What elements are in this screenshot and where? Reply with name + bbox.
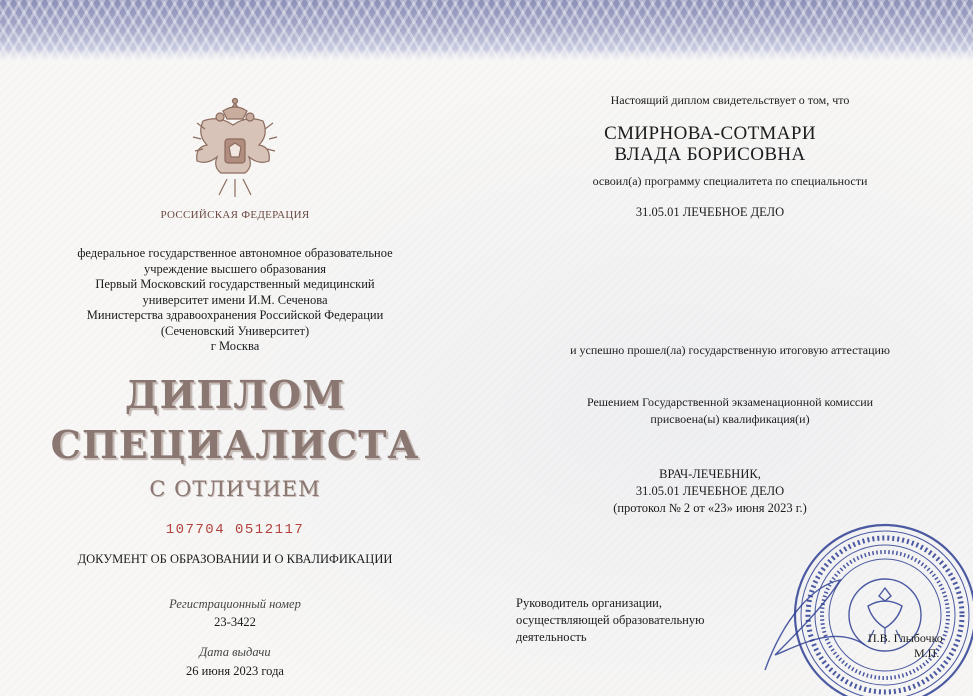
institution-line: федеральное государственное автономное образовательное bbox=[77, 246, 393, 260]
country-name: РОССИЙСКАЯ ФЕДЕРАЦИЯ bbox=[160, 209, 310, 221]
commission-decision: Решением Государственной экзаменационной комиссии bbox=[586, 395, 874, 409]
protocol: (протокол № 2 от «23» июня 2023 г.) bbox=[613, 501, 807, 515]
institution-line: г Москва bbox=[210, 339, 260, 353]
document-type: ДОКУМЕНТ ОБ ОБРАЗОВАНИИ И О КВАЛИФИКАЦИИ bbox=[77, 552, 393, 566]
serial-number: 107704 0512117 bbox=[165, 522, 305, 538]
registration-label: Регистрационный номер bbox=[169, 597, 301, 611]
attestation-text: и успешно прошел(ла) государственную итоговую аттестацию bbox=[570, 343, 890, 357]
qualification-assigned: присвоена(ы) квалификация(и) bbox=[650, 412, 810, 426]
diploma-title-line3: С ОТЛИЧИЕМ bbox=[149, 477, 321, 501]
diploma-title-line1: ДИПЛОМ bbox=[124, 372, 346, 417]
issue-date-label: Дата выдачи bbox=[199, 645, 271, 659]
guilloche-band bbox=[0, 0, 973, 64]
specialty: 31.05.01 ЛЕЧЕБНОЕ ДЕЛО bbox=[635, 205, 785, 219]
registration-number: 23-3422 bbox=[214, 615, 256, 629]
issue-date: 26 июня 2023 года bbox=[186, 664, 284, 678]
signature-icon bbox=[755, 575, 875, 675]
head-name: П.В. Глыбочко bbox=[868, 631, 943, 645]
institution-line: (Сеченовский Университет) bbox=[160, 323, 310, 338]
institution-line: Министерства здравоохранения Российской Федерации bbox=[86, 308, 384, 322]
qualification-title: ВРАЧ-ЛЕЧЕБНИК, bbox=[659, 467, 761, 481]
seal-mark: М.П. bbox=[914, 646, 940, 660]
institution-line: Первый Московский государственный медицинский bbox=[95, 277, 375, 291]
qualification-specialty: 31.05.01 ЛЕЧЕБНОЕ ДЕЛО bbox=[635, 484, 785, 498]
holder-given-names: ВЛАДА БОРИСОВНА bbox=[614, 144, 806, 165]
institution-line: университет имени И.М. Сеченова bbox=[142, 292, 328, 307]
holder-surname: СМИРНОВА-СОТМАРИ bbox=[604, 123, 816, 144]
program-text: освоил(а) программу специалитета по специальности bbox=[592, 174, 868, 188]
diploma-title-line2: СПЕЦИАЛИСТА bbox=[50, 422, 420, 467]
head-title-line1: Руководитель организации, bbox=[516, 596, 662, 610]
institution-line: учреждение высшего образования bbox=[143, 261, 327, 276]
head-title-line3: деятельность bbox=[516, 630, 587, 644]
coat-of-arms-icon bbox=[185, 95, 285, 205]
head-title-line2: осуществляющей образовательную bbox=[516, 613, 705, 627]
institution-block bbox=[40, 246, 430, 355]
certifies-text: Настоящий диплом свидетельствует о том, что bbox=[610, 93, 850, 107]
